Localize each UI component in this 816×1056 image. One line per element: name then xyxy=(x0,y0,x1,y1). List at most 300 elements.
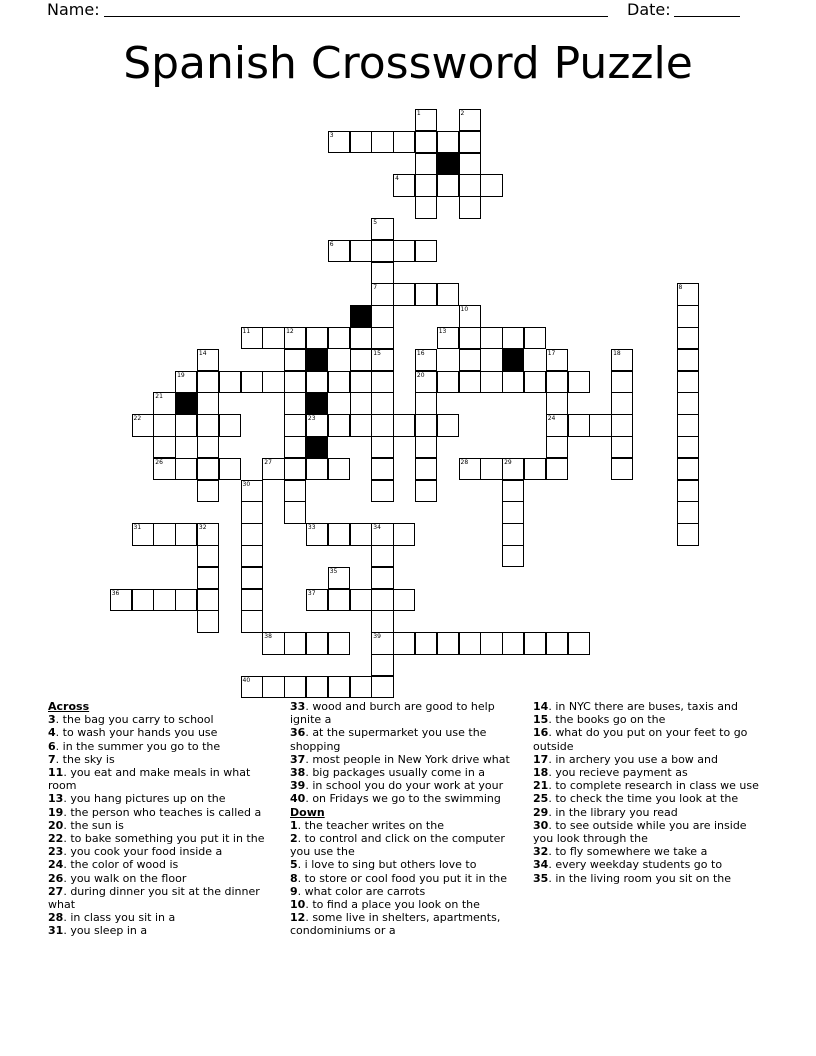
grid-cell[interactable] xyxy=(677,392,699,414)
clue-number-label: 23 xyxy=(48,845,64,859)
clue-number: 39 xyxy=(373,633,381,641)
clue-text: to store or cool food you put it in the xyxy=(304,871,508,885)
grid-cell[interactable] xyxy=(197,545,219,567)
down-clue-15: 15. the books go on the xyxy=(533,713,666,727)
clue-text: some live in shelters, apartments, condominiums or a xyxy=(290,911,501,938)
clue-number: 15 xyxy=(373,349,381,357)
clue-number: 22 xyxy=(133,415,142,423)
grid-cell[interactable] xyxy=(328,589,350,611)
clue-number: 37 xyxy=(307,589,316,597)
grid-cell[interactable] xyxy=(459,174,481,196)
clue-number: 10 xyxy=(460,306,469,314)
clue-number: 4 xyxy=(395,175,399,183)
grid-cell[interactable] xyxy=(393,283,415,305)
grid-cell[interactable] xyxy=(502,523,524,545)
grid-cell[interactable] xyxy=(393,589,415,611)
clue-number-label: 40 xyxy=(290,792,306,806)
grid-cell[interactable] xyxy=(437,414,459,436)
clue-number-label: 7 xyxy=(48,752,56,766)
grid-cell[interactable] xyxy=(284,480,306,502)
across-clue-13: 13. you hang pictures up on the xyxy=(48,792,226,806)
clue-number: 32 xyxy=(198,524,207,532)
clue-number: 16 xyxy=(416,349,425,357)
clue-text: to check the time you look at the xyxy=(555,792,739,806)
clue-number-label: 21 xyxy=(533,779,549,793)
grid-cell[interactable] xyxy=(284,392,306,414)
across-clue-23: 23. you cook your food inside a xyxy=(48,845,223,859)
grid-cell[interactable] xyxy=(350,131,372,153)
down-clue-29: 29. in the library you read xyxy=(533,805,678,819)
clue-text: wood and burch are good to help ignite a xyxy=(290,700,495,727)
grid-cell[interactable] xyxy=(371,131,393,153)
across-clue-3: 3. the bag you carry to school xyxy=(48,713,214,727)
grid-cell[interactable] xyxy=(350,371,372,393)
across-header: Across xyxy=(48,700,90,713)
grid-cell[interactable] xyxy=(371,567,393,589)
grid-cell[interactable] xyxy=(611,371,633,393)
grid-cell[interactable] xyxy=(241,523,263,545)
page-title: Spanish Crossword Puzzle xyxy=(123,38,693,89)
across-clue-28: 28. in class you sit in a xyxy=(48,911,176,925)
across-clue-4: 4. to wash your hands you use xyxy=(48,726,218,740)
grid-cell[interactable] xyxy=(677,349,699,371)
clue-number-label: 6 xyxy=(48,739,56,753)
grid-cell[interactable] xyxy=(284,371,306,393)
clue-text: you hang pictures up on the xyxy=(70,792,226,806)
grid-cell[interactable] xyxy=(350,349,372,371)
grid-cell[interactable] xyxy=(524,458,546,480)
grid-cell[interactable] xyxy=(415,153,437,175)
grid-cell[interactable] xyxy=(197,589,219,611)
clue-number-label: 9 xyxy=(290,884,298,898)
clue-number-label: 12 xyxy=(290,911,306,925)
clue-number: 6 xyxy=(329,240,334,248)
grid-cell[interactable] xyxy=(371,371,393,393)
grid-cell[interactable] xyxy=(371,436,393,458)
grid-cell[interactable] xyxy=(459,131,481,153)
clue-number-label: 33 xyxy=(290,700,306,713)
grid-cell[interactable] xyxy=(284,349,306,371)
clue-number-label: 27 xyxy=(48,884,64,898)
grid-cell[interactable] xyxy=(677,327,699,349)
clue-number: 18 xyxy=(613,349,621,357)
clue-number: 25 xyxy=(307,437,316,444)
grid-cell[interactable] xyxy=(546,436,568,458)
clue-text: in archery you use a bow and xyxy=(555,752,718,766)
grid-cell[interactable] xyxy=(371,392,393,414)
down-clue-21: 21. to complete research in class we use xyxy=(533,779,759,793)
grid-cell[interactable] xyxy=(568,414,590,436)
clue-number: 12 xyxy=(286,328,294,335)
grid-cell[interactable] xyxy=(524,371,546,393)
clue-text: on Fridays we go to the swimming xyxy=(312,792,501,806)
grid-cell[interactable] xyxy=(546,458,568,480)
clue-text: the sky is xyxy=(62,752,115,766)
grid-cell[interactable] xyxy=(589,414,611,436)
grid-cell[interactable] xyxy=(459,196,481,218)
grid-cell[interactable] xyxy=(677,458,699,480)
grid-cell[interactable] xyxy=(241,589,263,611)
across-clue-26: 26. you walk on the floor xyxy=(48,871,187,885)
grid-cell[interactable] xyxy=(350,414,372,436)
across-clue-27: 27. during dinner you sit at the dinner what xyxy=(48,884,260,912)
grid-cell[interactable] xyxy=(415,196,437,218)
grid-cell[interactable] xyxy=(262,676,284,698)
clue-text: during dinner you sit at the dinner what xyxy=(48,884,260,912)
grid-cell[interactable] xyxy=(546,632,568,654)
clue-number-label: 29 xyxy=(533,805,549,819)
across-clue-37: 37. most people in New York drive what xyxy=(290,752,510,766)
grid-cell[interactable] xyxy=(371,610,393,632)
grid-cell[interactable] xyxy=(306,458,328,480)
down-clue-8: 8. to store or cool food you put it in the xyxy=(290,871,508,885)
grid-cell[interactable] xyxy=(197,458,219,480)
grid-cell[interactable] xyxy=(175,458,197,480)
clue-column-2 xyxy=(290,700,520,938)
clue-number-label: 19 xyxy=(48,805,64,819)
grid-cell[interactable] xyxy=(568,632,590,654)
across-clue-33: 33. wood and burch are good to help ignite a xyxy=(290,700,495,727)
grid-cell[interactable] xyxy=(328,676,350,698)
grid-cell[interactable] xyxy=(677,436,699,458)
grid-cell[interactable] xyxy=(371,262,393,284)
clue-text: to see outside while you are inside you look through the xyxy=(533,818,747,846)
clue-number-label: 8 xyxy=(290,871,298,885)
clue-number: 35 xyxy=(329,567,338,575)
down-clue-34: 34. every weekday students go to xyxy=(533,858,723,872)
clue-text: the sun is xyxy=(70,818,124,832)
clue-text: to wash your hands you use xyxy=(62,726,218,740)
clue-number-label: 38 xyxy=(290,766,306,780)
grid-cell[interactable] xyxy=(197,414,219,436)
grid-cell[interactable] xyxy=(415,632,437,654)
grid-cell[interactable] xyxy=(480,174,502,196)
clue-number: 17 xyxy=(547,349,556,357)
grid-cell[interactable] xyxy=(371,589,393,611)
grid-cell[interactable] xyxy=(415,283,437,305)
clue-number-label: 10 xyxy=(290,898,306,912)
grid-cell[interactable] xyxy=(415,414,437,436)
clue-text: to fly somewhere we take a xyxy=(555,845,708,859)
grid-cell[interactable] xyxy=(480,632,502,654)
grid-cell[interactable] xyxy=(677,305,699,327)
grid-cell[interactable] xyxy=(415,480,437,502)
grid-cell[interactable] xyxy=(415,436,437,458)
black-cell xyxy=(437,153,459,175)
grid-cell[interactable] xyxy=(437,174,459,196)
grid-cell[interactable] xyxy=(153,436,175,458)
clue-number: 21 xyxy=(155,393,163,401)
grid-cell[interactable] xyxy=(219,414,241,436)
grid-cell[interactable] xyxy=(262,327,284,349)
grid-cell[interactable] xyxy=(502,327,524,349)
grid-cell[interactable] xyxy=(350,240,372,262)
clue-number: 3 xyxy=(329,131,334,139)
grid-cell[interactable] xyxy=(219,371,241,393)
grid-cell[interactable] xyxy=(524,632,546,654)
across-clue-24: 24. the color of wood is xyxy=(48,858,179,872)
grid-cell[interactable] xyxy=(677,501,699,523)
grid-cell[interactable] xyxy=(502,480,524,502)
clue-text: in NYC there are buses, taxis and xyxy=(555,700,738,713)
clue-number-label: 17 xyxy=(533,752,549,766)
grid-cell[interactable] xyxy=(415,131,437,153)
grid-cell[interactable] xyxy=(284,458,306,480)
clue-number-label: 26 xyxy=(48,871,64,885)
grid-cell[interactable] xyxy=(262,371,284,393)
across-clue-38: 38. big packages usually come in a xyxy=(290,766,486,780)
grid-cell[interactable] xyxy=(677,371,699,393)
clue-number-label: 31 xyxy=(48,924,64,938)
clue-number: 8 xyxy=(678,284,683,292)
date-label: Date: xyxy=(627,0,671,19)
down-clue-16: 16. what do you put on your feet to go outside xyxy=(533,726,748,753)
clue-number: 11 xyxy=(242,328,251,335)
grid-cell[interactable] xyxy=(350,327,372,349)
grid-cell[interactable] xyxy=(524,327,546,349)
clue-number: 14 xyxy=(198,349,207,357)
clue-number: 31 xyxy=(133,524,142,532)
grid-cell[interactable] xyxy=(393,414,415,436)
clue-text: the books go on the xyxy=(555,713,666,727)
grid-cell[interactable] xyxy=(371,240,393,262)
clue-number: 24 xyxy=(547,415,556,423)
clue-number-label: 4 xyxy=(48,726,56,740)
clue-text: i love to sing but others love to xyxy=(304,858,477,872)
grid-cell[interactable] xyxy=(284,436,306,458)
clue-text: to complete research in class we use xyxy=(555,779,759,793)
grid-cell[interactable] xyxy=(459,153,481,175)
clue-number: 33 xyxy=(307,524,316,532)
across-clue-20: 20. the sun is xyxy=(48,818,124,832)
clue-number: 5 xyxy=(373,219,378,226)
grid-cell[interactable] xyxy=(284,501,306,523)
across-clue-36: 36. at the supermarket you use the shopping xyxy=(290,726,487,753)
clue-number-label: 39 xyxy=(290,779,306,793)
grid-cell[interactable] xyxy=(502,501,524,523)
clue-number-label: 28 xyxy=(48,911,64,925)
down-clue-35: 35. in the living room you sit on the xyxy=(533,871,732,885)
down-clue-2: 2. to control and click on the computer you use the xyxy=(290,832,505,859)
clue-number: 20 xyxy=(416,371,425,379)
grid-cell[interactable] xyxy=(677,523,699,545)
clue-number: 26 xyxy=(155,458,163,466)
down-header: Down xyxy=(290,805,325,819)
grid-cell[interactable] xyxy=(611,414,633,436)
grid-cell[interactable] xyxy=(568,371,590,393)
grid-cell[interactable] xyxy=(197,436,219,458)
clue-number-label: 5 xyxy=(290,858,298,872)
grid-cell[interactable] xyxy=(415,392,437,414)
clue-number-label: 34 xyxy=(533,858,549,872)
grid-cell[interactable] xyxy=(546,371,568,393)
across-clue-19: 19. the person who teaches is called a xyxy=(48,805,262,819)
grid-cell[interactable] xyxy=(371,676,393,698)
down-clue-5: 5. i love to sing but others love to xyxy=(290,858,477,872)
grid-cell[interactable] xyxy=(611,458,633,480)
clue-column-1 xyxy=(48,700,274,938)
grid-cell[interactable] xyxy=(415,174,437,196)
grid-cell[interactable] xyxy=(328,632,350,654)
grid-cell[interactable] xyxy=(241,501,263,523)
grid-cell[interactable] xyxy=(306,676,328,698)
grid-cell[interactable] xyxy=(197,610,219,632)
grid-cell[interactable] xyxy=(546,392,568,414)
grid-cell[interactable] xyxy=(459,349,481,371)
clue-text: you cook your food inside a xyxy=(70,845,223,859)
grid-cell[interactable] xyxy=(371,545,393,567)
clue-number-label: 16 xyxy=(533,726,549,740)
grid-cell[interactable] xyxy=(175,414,197,436)
grid-cell[interactable] xyxy=(306,371,328,393)
clue-number: 27 xyxy=(264,458,272,466)
grid-cell[interactable] xyxy=(153,523,175,545)
clue-number: 38 xyxy=(264,633,272,641)
grid-cell[interactable] xyxy=(393,523,415,545)
grid-cell[interactable] xyxy=(371,458,393,480)
grid-cell[interactable] xyxy=(677,414,699,436)
grid-cell[interactable] xyxy=(153,589,175,611)
name-label: Name: xyxy=(47,0,100,19)
grid-cell[interactable] xyxy=(197,480,219,502)
down-clue-1: 1. the teacher writes on the xyxy=(290,818,444,832)
clue-text: in the summer you go to the xyxy=(62,739,221,753)
grid-cell[interactable] xyxy=(328,371,350,393)
down-clue-17: 17. in archery you use a bow and xyxy=(533,752,718,766)
grid-cell[interactable] xyxy=(350,392,372,414)
grid-cell[interactable] xyxy=(677,480,699,502)
across-clue-22: 22. to bake something you put it in the xyxy=(48,832,265,846)
grid-cell[interactable] xyxy=(241,371,263,393)
grid-cell[interactable] xyxy=(306,327,328,349)
grid-cell[interactable] xyxy=(437,283,459,305)
grid-cell[interactable] xyxy=(284,676,306,698)
black-cell xyxy=(175,392,197,414)
clue-number-label: 3 xyxy=(48,713,56,727)
grid-cell[interactable] xyxy=(393,632,415,654)
black-cell xyxy=(306,392,328,414)
clue-text: you recieve payment as xyxy=(555,766,688,780)
grid-cell[interactable] xyxy=(328,523,350,545)
clue-number: 30 xyxy=(242,480,251,488)
grid-cell[interactable] xyxy=(328,414,350,436)
clue-number: 19 xyxy=(177,371,185,379)
grid-cell[interactable] xyxy=(371,654,393,676)
clue-text: at the supermarket you use the shopping xyxy=(290,726,487,753)
grid-cell[interactable] xyxy=(480,458,502,480)
clue-number: 1 xyxy=(416,110,421,117)
grid-cell[interactable] xyxy=(175,523,197,545)
clue-text: you sleep in a xyxy=(70,924,148,938)
grid-cell[interactable] xyxy=(132,589,154,611)
grid-cell[interactable] xyxy=(480,371,502,393)
clue-text: every weekday students go to xyxy=(555,858,723,872)
grid-cell[interactable] xyxy=(284,632,306,654)
grid-cell[interactable] xyxy=(502,371,524,393)
clue-number-label: 37 xyxy=(290,752,306,766)
down-clue-30: 30. to see outside while you are inside you look through the xyxy=(533,818,747,846)
grid-cell[interactable] xyxy=(459,371,481,393)
grid-cell[interactable] xyxy=(502,545,524,567)
clue-text: most people in New York drive what xyxy=(312,752,510,766)
down-clue-32: 32. to fly somewhere we take a xyxy=(533,845,708,859)
grid-cell[interactable] xyxy=(437,371,459,393)
clue-number: 36 xyxy=(111,589,120,597)
clue-text: to bake something you put it in the xyxy=(70,832,265,846)
grid-cell[interactable] xyxy=(459,327,481,349)
black-cell xyxy=(502,349,524,371)
grid-cell[interactable] xyxy=(393,240,415,262)
grid-cell[interactable] xyxy=(197,371,219,393)
clue-text: the color of wood is xyxy=(70,858,179,872)
grid-cell[interactable] xyxy=(175,589,197,611)
grid-cell[interactable] xyxy=(241,610,263,632)
grid-cell[interactable] xyxy=(611,392,633,414)
across-clue-7: 7. the sky is xyxy=(48,752,115,766)
grid-cell[interactable] xyxy=(350,589,372,611)
clue-number: 28 xyxy=(460,458,469,466)
grid-cell[interactable] xyxy=(350,676,372,698)
grid-cell[interactable] xyxy=(437,131,459,153)
clue-number-label: 25 xyxy=(533,792,549,806)
grid-cell[interactable] xyxy=(197,567,219,589)
down-clue-25: 25. to check the time you look at the xyxy=(533,792,739,806)
grid-cell[interactable] xyxy=(241,567,263,589)
clue-text: to control and click on the computer you use the xyxy=(290,832,505,859)
grid-cell[interactable] xyxy=(611,436,633,458)
grid-cell[interactable] xyxy=(480,327,502,349)
grid-cell[interactable] xyxy=(415,240,437,262)
grid-cell[interactable] xyxy=(459,632,481,654)
clue-text: what color are carrots xyxy=(304,884,426,898)
grid-cell[interactable] xyxy=(371,480,393,502)
clue-text: the teacher writes on the xyxy=(304,818,444,832)
grid-cell[interactable] xyxy=(437,632,459,654)
grid-cell[interactable] xyxy=(393,131,415,153)
grid-cell[interactable] xyxy=(350,523,372,545)
black-cell xyxy=(306,349,328,371)
grid-cell[interactable] xyxy=(241,545,263,567)
grid-cell[interactable] xyxy=(328,327,350,349)
grid-cell[interactable] xyxy=(219,458,241,480)
clue-number: 29 xyxy=(504,458,512,466)
clue-text: in class you sit in a xyxy=(70,911,176,925)
grid-cell[interactable] xyxy=(328,458,350,480)
clue-column-3 xyxy=(533,700,763,885)
clue-number-label: 32 xyxy=(533,845,549,859)
clue-number: 23 xyxy=(307,415,316,423)
across-clue-11: 11. you eat and make meals in what room xyxy=(48,766,251,793)
down-clue-12: 12. some live in shelters, apartments, condominiums or a xyxy=(290,911,501,938)
grid-cell[interactable] xyxy=(197,392,219,414)
grid-cell[interactable] xyxy=(502,632,524,654)
clue-number-label: 14 xyxy=(533,700,549,713)
grid-cell[interactable] xyxy=(415,458,437,480)
grid-cell[interactable] xyxy=(371,327,393,349)
clue-text: you eat and make meals in what room xyxy=(48,766,251,793)
clue-text: in the living room you sit on the xyxy=(555,871,732,885)
across-clue-39: 39. in school you do your work at your xyxy=(290,779,504,793)
grid-cell[interactable] xyxy=(306,632,328,654)
grid-cell[interactable] xyxy=(284,414,306,436)
grid-cell[interactable] xyxy=(371,305,393,327)
down-clue-18: 18. you recieve payment as xyxy=(533,766,688,780)
clue-text: the bag you carry to school xyxy=(62,713,214,727)
grid-cell[interactable] xyxy=(371,414,393,436)
clue-number: 34 xyxy=(373,524,381,532)
grid-cell[interactable] xyxy=(153,414,175,436)
clue-number-label: 1 xyxy=(290,818,298,832)
